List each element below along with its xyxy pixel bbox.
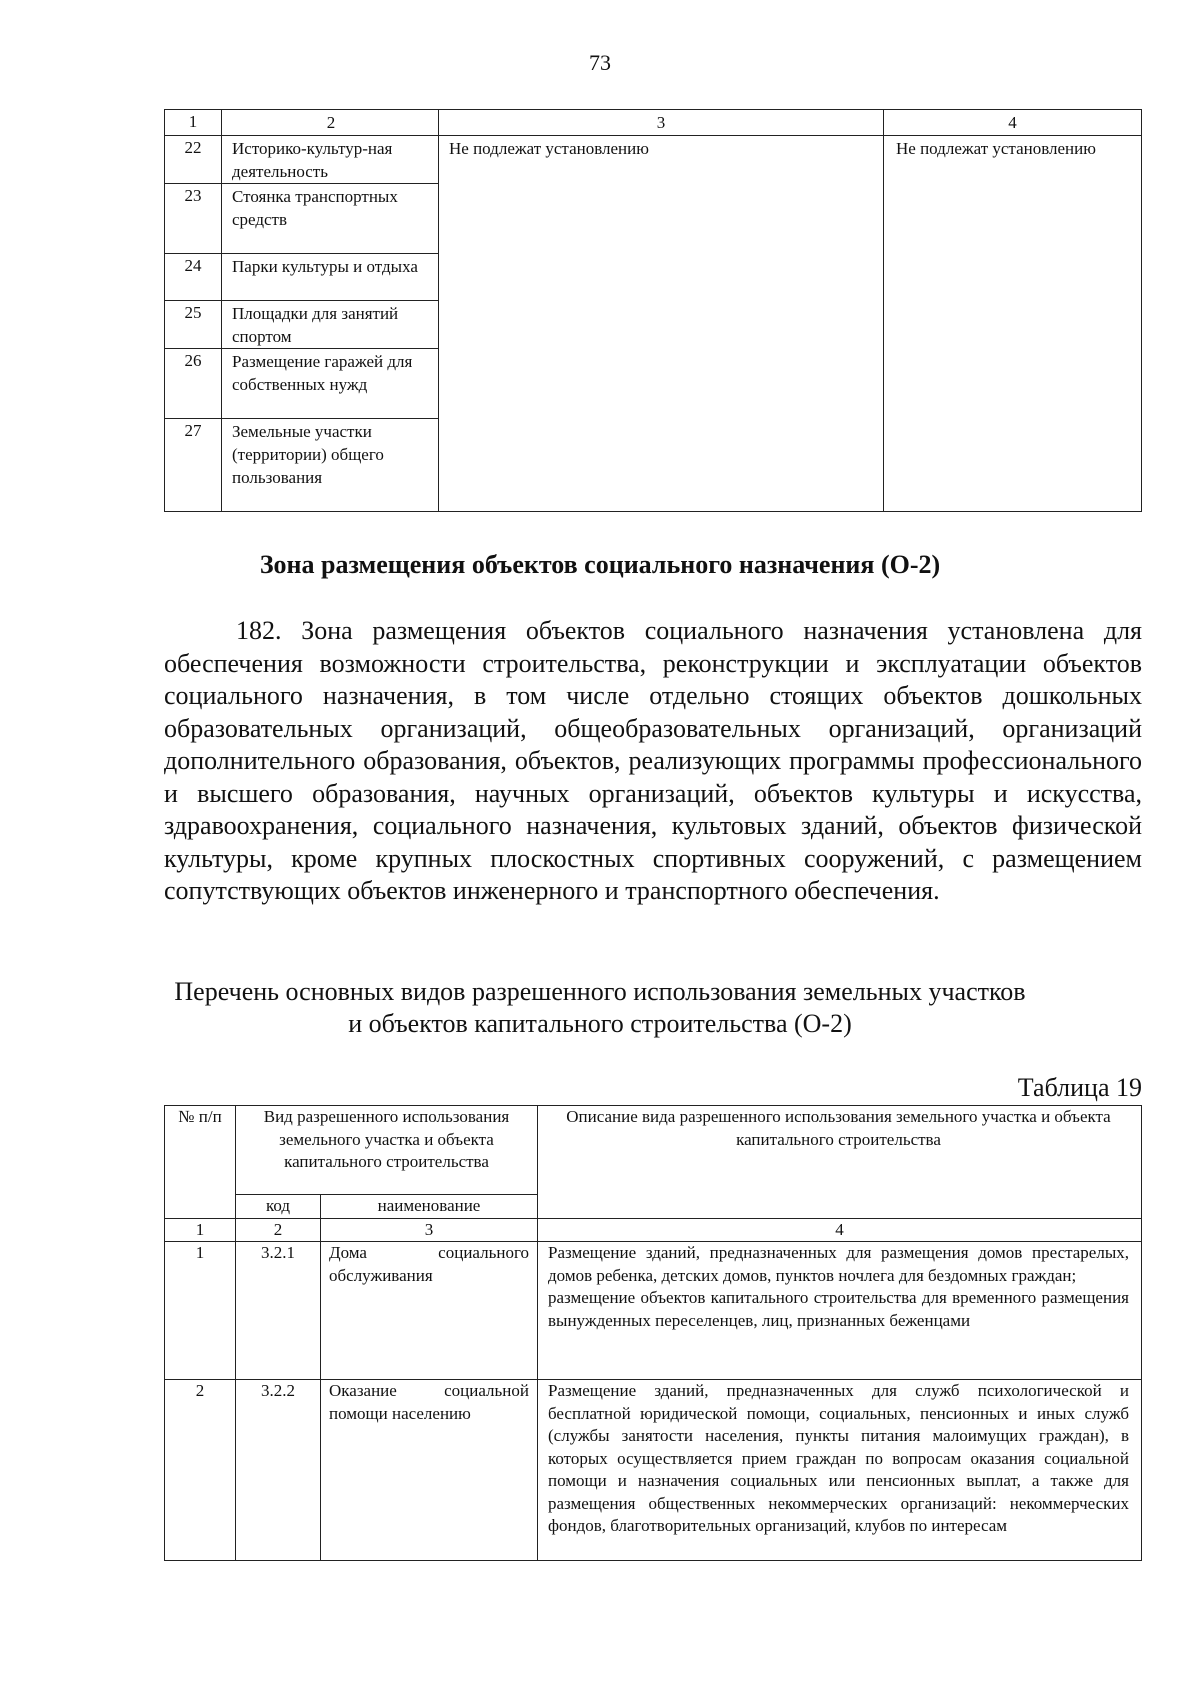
table-row xyxy=(165,1380,1142,1561)
row-number: 2 xyxy=(165,1380,236,1561)
row-code: 3.2.1 xyxy=(236,1242,321,1380)
row-description-part-2: размещение объектов капитального строительства для временного размещения вынужденных переселенцев, лиц, признанных беженцами xyxy=(548,1288,1129,1330)
header-col-4: 4 xyxy=(884,110,1142,136)
row-description-part-1: Размещение зданий, предназначенных для служб психологической и бесплатной юридической помощи, социальных, пенсионных и иных служб (службы занятости населения, пункты питания малоимущих граждан), в которых осуществляется прием граждан по вопросам оказания социальной помощи и назначения социальных или пенсионных выплат, а также для размещения общественных некоммерческих организаций: некоммерческих фондов, благотворительных организаций, клубов по интересам xyxy=(548,1381,1129,1535)
header-name: наименование xyxy=(321,1195,538,1219)
row-name: Земельные участки (территории) общего пользования xyxy=(222,419,439,512)
row-number: 27 xyxy=(165,419,222,512)
row-description xyxy=(538,1242,1142,1380)
header-description: Описание вида разрешенного использования земельного участка и объекта капитального строительства xyxy=(538,1106,1142,1219)
col3-value: Не подлежат установлению xyxy=(439,136,884,512)
row-number: 25 xyxy=(165,301,222,349)
row-name: Историко-культур-ная деятельность xyxy=(222,136,439,184)
table-row xyxy=(165,136,1142,184)
row-name: Площадки для занятий спортом xyxy=(222,301,439,349)
list-title-line-1: Перечень основных видов разрешенного использования земельных участков xyxy=(174,977,1026,1006)
header-col-2: 2 xyxy=(222,110,439,136)
row-number: 23 xyxy=(165,184,222,254)
index-col-2: 2 xyxy=(236,1218,321,1242)
row-number: 26 xyxy=(165,349,222,419)
row-name: Стоянка транспортных средств xyxy=(222,184,439,254)
row-name: Дома социального обслуживания xyxy=(321,1242,538,1380)
table-index-row xyxy=(165,1218,1142,1242)
list-title xyxy=(0,976,1200,1040)
table-label: Таблица 19 xyxy=(1017,1073,1142,1102)
row-number: 22 xyxy=(165,136,222,184)
row-description xyxy=(538,1380,1142,1561)
index-col-1: 1 xyxy=(165,1218,236,1242)
row-code: 3.2.2 xyxy=(236,1380,321,1561)
table-row xyxy=(165,1242,1142,1380)
row-number: 24 xyxy=(165,254,222,301)
land-use-table xyxy=(164,1105,1142,1561)
header-col-1: 1 xyxy=(165,110,222,136)
header-number: № п/п xyxy=(165,1106,236,1219)
col4-value: Не подлежат установлению xyxy=(884,136,1142,512)
zone-heading: Зона размещения объектов социального назначения (О-2) xyxy=(259,550,941,579)
continuation-table xyxy=(164,109,1142,512)
row-description-part-1: Размещение зданий, предназначенных для размещения домов престарелых, домов ребенка, детских домов, пунктов ночлега для бездомных граждан; xyxy=(548,1243,1129,1285)
list-title-line-2: и объектов капитального строительства (О-2) xyxy=(348,1009,852,1038)
header-kind: Вид разрешенного использования земельного участка и объекта капитального строительства xyxy=(236,1106,538,1195)
header-col-3: 3 xyxy=(439,110,884,136)
index-col-4: 4 xyxy=(538,1218,1142,1242)
page-number: 73 xyxy=(589,50,611,75)
row-number: 1 xyxy=(165,1242,236,1380)
row-name: Размещение гаражей для собственных нужд xyxy=(222,349,439,419)
header-code: код xyxy=(236,1195,321,1219)
index-col-3: 3 xyxy=(321,1218,538,1242)
zone-description-paragraph: 182. Зона размещения объектов социального назначения установлена для обеспечения возможности строительства, реконструкции и эксплуатации объектов социального назначения, в том числе отдельно стоящих объектов дошкольных образовательных организаций, общеобразовательных организаций, организаций дополнительного образования, объектов, реализующих программы профессионального и высшего образования, научных организаций, объектов культуры и искусства, здравоохранения, социального назначения, культовых зданий, объектов физической культуры, кроме крупных плоскостных спортивных сооружений, с размещением сопутствующих объектов инженерного и транспортного обеспечения. xyxy=(164,616,1142,905)
row-name: Парки культуры и отдыха xyxy=(222,254,439,301)
table-header-row xyxy=(165,1106,1142,1195)
row-name: Оказание социальной помощи населению xyxy=(321,1380,538,1561)
table-header-row xyxy=(165,110,1142,136)
